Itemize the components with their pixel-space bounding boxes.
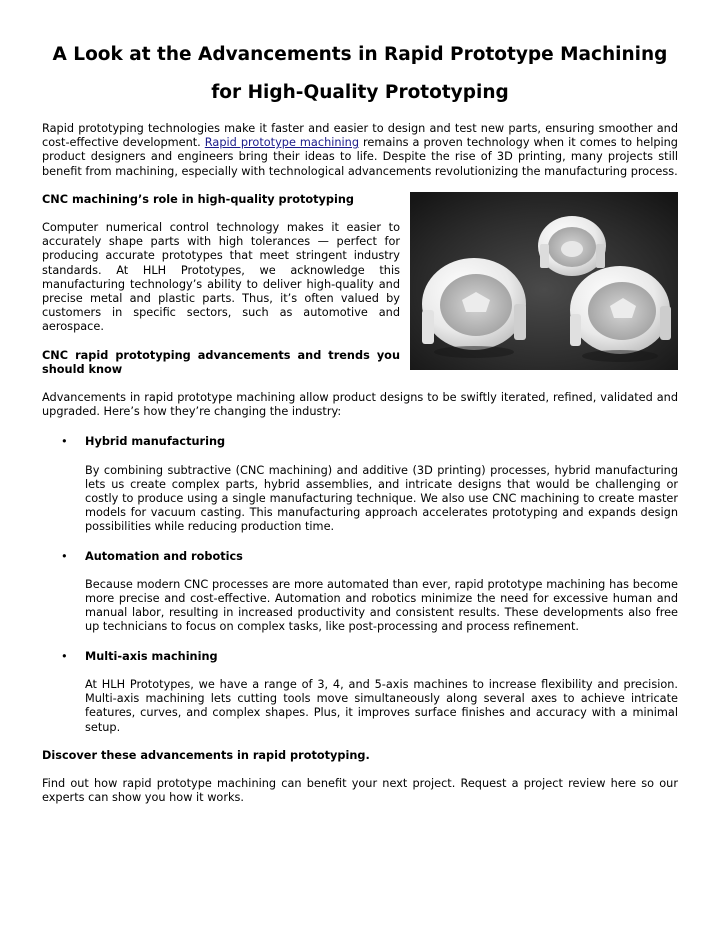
list-item-title: Multi-axis machining — [85, 649, 218, 663]
list-item — [42, 550, 678, 635]
closing-body: Find out how rapid prototype machining can benefit your next project. Request a project review here so our experts can show you how it works. — [42, 776, 678, 805]
intro-text-before-link: Rapid prototyping technologies make it faster and easier to design and test new parts, ensuring smoother and cost-effective development. — [42, 122, 678, 150]
cnc-role-column — [42, 193, 400, 377]
section-heading-trends: CNC rapid prototyping advancements and trends you should know — [42, 348, 400, 376]
list-item-body: By combining subtractive (CNC machining) and additive (3D printing) processes, hybrid manufacturing lets us create complex parts, hybrid assemblies, and intricate designs that would be challenging or costly to produce using a single manufacturing technique. We also use CNC machining to create master models for vacuum casting. This manufacturing approach accelerates prototyping and expands design possibilities while reducing production time. — [85, 463, 678, 534]
section-body-trends: Advancements in rapid prototype machining allow product designs to be swiftly iterated, refined, validated and upgraded. Here’s how they’re changing the industry: — [42, 391, 678, 419]
prototype-parts-photo — [410, 192, 678, 370]
title-line-1: A Look at the Advancements in Rapid Prototype Machining — [52, 44, 668, 65]
intro-paragraph — [42, 122, 678, 179]
rapid-prototype-machining-link[interactable]: Rapid prototype machining — [204, 136, 359, 150]
list-item-body: Because modern CNC processes are more automated than ever, rapid prototype machining has become more precise and cost-effective. Automation and robotics minimize the need for excessive human and manual labor, resulting in increased productivity and consistent results. These developments also free up technicians to focus on complex tasks, like post-processing and process refinement. — [85, 577, 678, 634]
white-ring-parts-illustration — [410, 192, 678, 370]
section-heading-cnc-role: CNC machining’s role in high-quality prototyping — [42, 192, 354, 206]
intro-text-after-link: remains a proven technology when it comes to helping product designers and engineers bring their ideas to life. Despite the rise of 3D printing, many projects still benefit from machining, especially with technological advancements revolutionizing the manufacturing process. — [42, 136, 678, 178]
list-item — [42, 650, 678, 735]
title-line-2: for High-Quality Prototyping — [211, 82, 509, 103]
section-body-cnc-role: Computer numerical control technology makes it easier to accurately shape parts with high tolerances — perfect for producing accurate prototypes that meet stringent industry standards. At HLH Prototypes, we acknowledge this manufacturing technology’s ability to deliver high-quality and precise metal and plastic parts. Thus, it’s often valued by customers in specific sectors, such as automotive and aerospace. — [42, 221, 400, 334]
list-item-body: At HLH Prototypes, we have a range of 3, 4, and 5-axis machines to increase flexibility and precision. Multi-axis machining lets cutting tools move simultaneously along several axes to achieve intricate features, curves, and complex shapes. Plus, it improves surface finishes and accuracy with a minimal setup. — [85, 677, 678, 734]
list-item — [42, 435, 678, 534]
closing-heading: Discover these advancements in rapid prototyping. — [42, 748, 370, 762]
section-with-image — [42, 193, 678, 377]
bullet-icon: • — [61, 435, 68, 449]
bullet-icon: • — [61, 549, 68, 563]
bullet-icon: • — [61, 649, 68, 663]
ring-part-back — [538, 216, 606, 276]
advancements-list — [42, 435, 678, 734]
list-item-title: Hybrid manufacturing — [85, 435, 226, 449]
page-title — [42, 36, 678, 112]
list-item-title: Automation and robotics — [85, 549, 243, 563]
document-page — [42, 36, 678, 805]
